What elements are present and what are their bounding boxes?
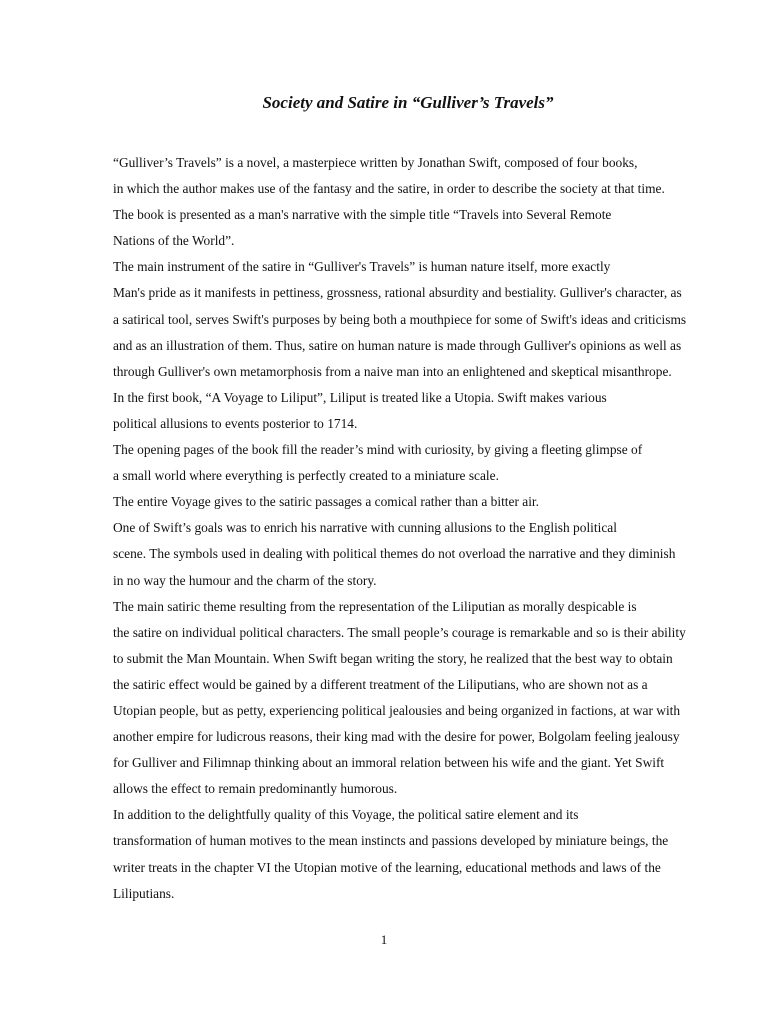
page-number: 1	[380, 932, 388, 947]
text-line: to submit the Man Mountain. When Swift began writing the story, he realized that the best way to obtain	[113, 650, 673, 666]
text-line: and as an illustration of them. Thus, satire on human nature is made through Gulliver's opinions as well as	[113, 337, 682, 353]
text-line: In the first book, “A Voyage to Liliput”, Liliput is treated like a Utopia. Swift makes various	[113, 389, 607, 405]
paragraph-8	[67, 594, 701, 803]
text-line: Utopian people, but as petty, experiencing political jealousies and being organized in factions, at war with	[113, 702, 681, 718]
text-line: another empire for ludicrous reasons, their king mad with the desire for power, Bolgolam feeling jealousy	[113, 729, 680, 745]
text-line: One of Swift’s goals was to enrich his narrative with cunning allusions to the English political	[113, 520, 617, 536]
paragraph-6	[67, 489, 701, 515]
text-line: a small world where everything is perfectly created to a miniature scale.	[113, 468, 499, 484]
text-line: political allusions to events posterior to 1714.	[113, 415, 358, 431]
paragraph-3	[67, 254, 701, 384]
text-line: in no way the humour and the charm of the story.	[113, 572, 377, 588]
text-line: in which the author makes use of the fantasy and the satire, in order to describe the society at that time.	[113, 181, 665, 197]
text-line: a satirical tool, serves Swift's purposes by being both a mouthpiece for some of Swift's ideas and criticisms	[113, 311, 687, 327]
paragraph-5	[67, 437, 701, 489]
text-line: The book is presented as a man's narrative with the simple title “Travels into Several Remote	[113, 207, 612, 223]
paragraph-7	[67, 515, 701, 593]
text-line: the satiric effect would be gained by a different treatment of the Liliputians, who are shown not as a	[113, 676, 648, 692]
text-line: writer treats in the chapter VI the Utopian motive of the learning, educational methods and laws of the	[113, 859, 661, 875]
document-body	[67, 150, 701, 907]
text-line: for Gulliver and Filimnap thinking about an immoral relation between his wife and the giant. Yet Swift	[113, 755, 665, 771]
text-line: “Gulliver’s Travels” is a novel, a masterpiece written by Jonathan Swift, composed of four books,	[113, 155, 638, 170]
text-line: scene. The symbols used in dealing with political themes do not overload the narrative and they diminish	[113, 546, 676, 562]
paragraph-9	[67, 802, 701, 906]
text-line: Man's pride as it manifests in pettiness, grossness, rational absurdity and bestiality. Gulliver's character, as	[113, 285, 682, 301]
document-title: Society and Satire in “Gulliver’s Travels”	[262, 93, 554, 112]
text-line: Nations of the World”.	[113, 233, 235, 249]
paragraph-2	[67, 202, 701, 254]
text-line: transformation of human motives to the mean instincts and passions developed by miniature beings, the	[113, 833, 669, 849]
paragraph-1	[67, 150, 701, 202]
text-line: The main satiric theme resulting from the representation of the Liliputian as morally despicable is	[113, 598, 637, 614]
text-line: allows the effect to remain predominantly humorous.	[113, 781, 398, 797]
text-line: Liliputians.	[113, 885, 175, 901]
text-line: through Gulliver's own metamorphosis from a naive man into an enlightened and skeptical misanthrope.	[113, 363, 672, 379]
text-line: The opening pages of the book fill the reader’s mind with curiosity, by giving a fleeting glimpse of	[113, 442, 643, 458]
text-line: The main instrument of the satire in “Gulliver's Travels” is human nature itself, more exactly	[113, 259, 611, 275]
text-line: In addition to the delightfully quality of this Voyage, the political satire element and its	[113, 807, 579, 823]
paragraph-4	[67, 385, 701, 437]
text-line: The entire Voyage gives to the satiric passages a comical rather than a bitter air.	[113, 494, 539, 510]
text-line: the satire on individual political characters. The small people’s courage is remarkable and so is their ability	[113, 624, 686, 640]
